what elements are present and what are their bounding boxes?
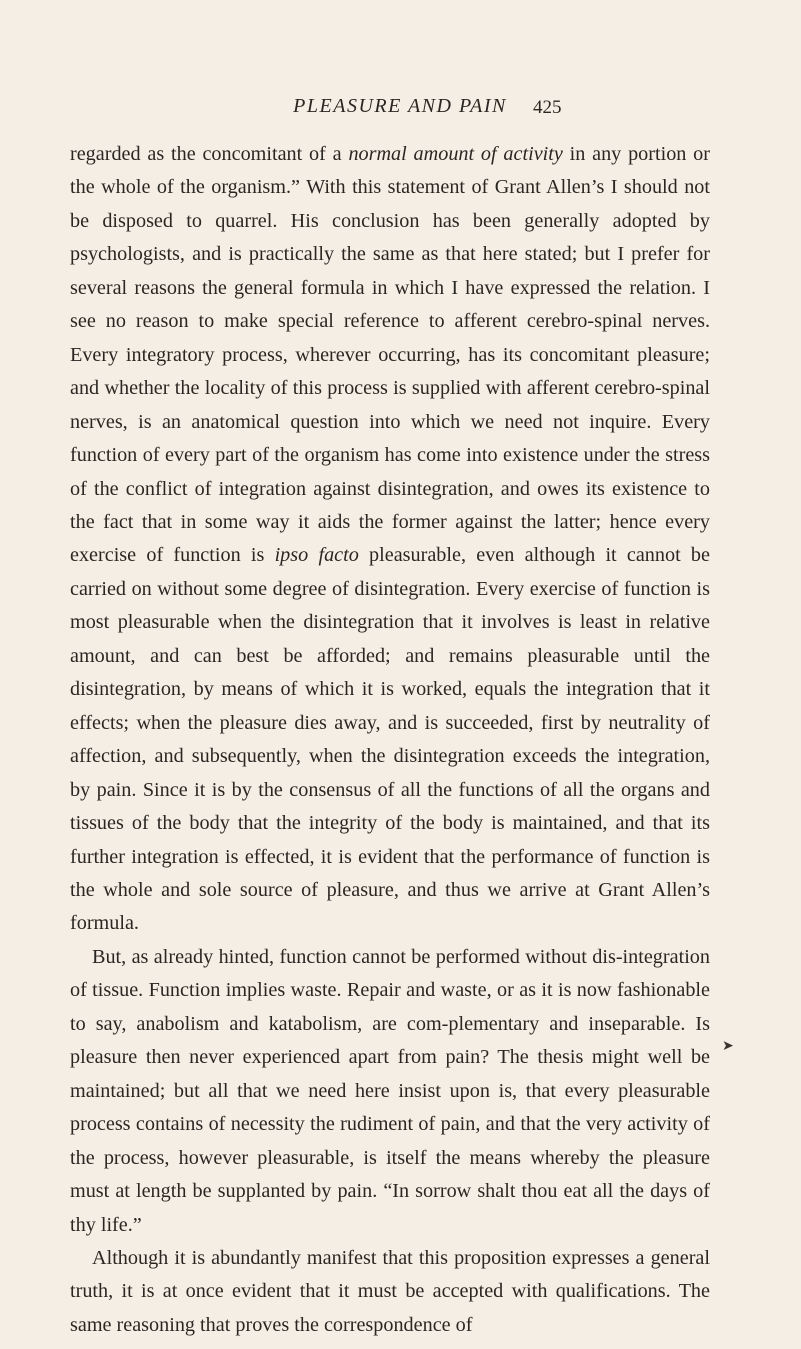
body-text: [70, 138, 710, 1342]
running-head-title: PLEASURE AND PAIN: [293, 95, 507, 117]
page-number: 425: [533, 97, 562, 118]
paragraph-2: But, as already hinted, function cannot be performed without dis-integration of tissue. Function implies waste. Repair and waste, or as it is now fashionable to say, anabolism and katabolism, are com-plementary and inseparable. Is pleasure then never experienced apart from pain? The thesis might well be maintained; but all that we need here insist upon is, that every pleasurable process contains of necessity the rudiment of pain, and that the very activity of the process, however pleasurable, is itself the means whereby the pleasure must at length be supplanted by pain. “In sorrow shalt thou eat all the days of thy life.”: [70, 945, 710, 1236]
paragraph-3: Although it is abundantly manifest that this proposition expresses a general truth, it is at once evident that it must be accepted with qualifications. The same reasoning that proves the correspondence of: [70, 1246, 710, 1336]
p1-text-c: in any portion or the whole of the organism.” With this statement of Grant Allen’s I should not be disposed to quarrel. His conclusion has been generally adopted by psychologists, and is practically the same as that here stated; but I prefer for several reasons the general formula in which I have expressed the relation. I see no reason to make special reference to afferent cerebro-spinal nerves. Every integratory process, wherever occurring, has its concomitant pleasure; and whether the locality of this process is supplied with afferent cerebro-spinal nerves, is an anatomical question into which we need not inquire. Every function of every part of the organism has come into existence under the stress of the conflict of integration against disintegration, and owes its existence to the fact that in some way it aids the former against the latter; hence every exercise of function is: [70, 143, 710, 567]
margin-mark-icon: ➤: [722, 1039, 734, 1054]
paragraph-1: [70, 138, 710, 941]
p1-text-e: pleasurable, even although it cannot be carried on without some degree of disintegration. Every exercise of function is most pleasurable when the disintegration that it involves is least in relative amount, and can best be afforded; and remains pleasurable until the disintegration, by means of which it is worked, equals the integration that it effects; when the pleasure dies away, and is succeeded, first by neutrality of affection, and subsequently, when the disintegration exceeds the integration, by pain. Since it is by the consensus of all the functions of all the organs and tissues of the body that the integrity of the body is maintained, and that its further integration is effected, it is evident that the performance of function is the whole and sole source of pleasure, and thus we arrive at Grant Allen’s formula.: [70, 544, 710, 935]
p1-italic-ipso-facto: ipso facto: [274, 544, 359, 567]
p1-text-a: regarded as the concomitant of a: [70, 143, 349, 165]
p1-italic-normal-amount: normal amount of activity: [348, 143, 563, 165]
